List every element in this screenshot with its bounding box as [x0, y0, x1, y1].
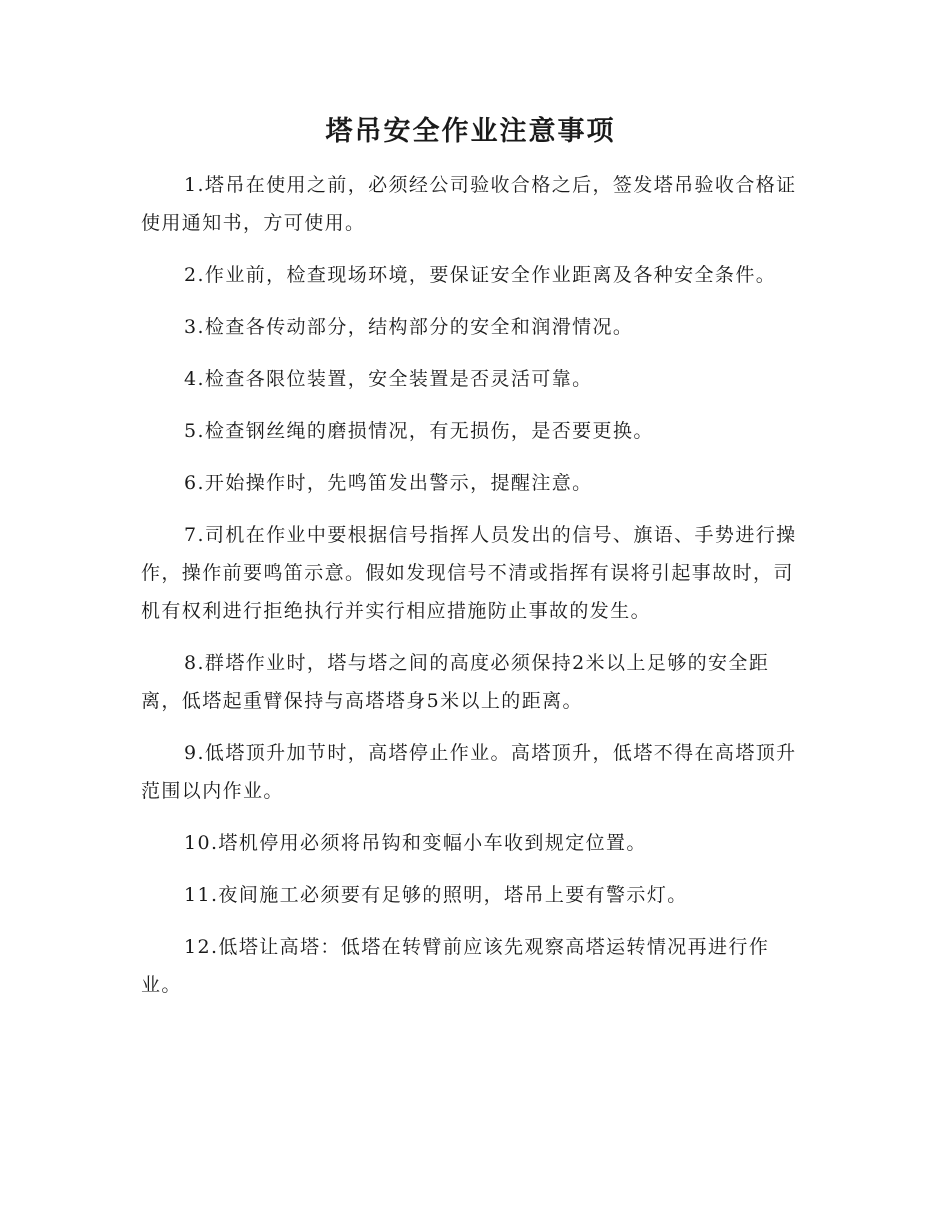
list-item: 8.群塔作业时，塔与塔之间的高度必须保持2米以上足够的安全距离，低塔起重臂保持与高塔塔身5米以上的距离。 [141, 652, 770, 712]
list-item: 1.塔吊在使用之前，必须经公司验收合格之后，签发塔吊验收合格证使用通知书，方可使用。 [141, 174, 797, 234]
list-item: 10.塔机停用必须将吊钩和变幅小车收到规定位置。 [184, 832, 647, 854]
list-item: 6.开始操作时，先鸣笛发出警示，提醒注意。 [184, 472, 593, 494]
list-item: 9.低塔顶升加节时，高塔停止作业。高塔顶升，低塔不得在高塔顶升范围以内作业。 [141, 742, 797, 802]
document-title: 塔吊安全作业注意事项 [325, 116, 616, 147]
list-item: 5.检查钢丝绳的磨损情况，有无损伤，是否要更换。 [184, 420, 654, 442]
list-item: 12.低塔让高塔：低塔在转臂前应该先观察高塔运转情况再进行作业。 [141, 936, 770, 996]
list-item: 11.夜间施工必须要有足够的照明，塔吊上要有警示灯。 [184, 884, 688, 906]
list-item: 7.司机在作业中要根据信号指挥人员发出的信号、旗语、手势进行操作，操作前要鸣笛示意。假如发现信号不清或指挥有误将引起事故时，司机有权利进行拒绝执行并实行相应措施防止事故的发生。 [141, 524, 797, 622]
list-item: 3.检查各传动部分，结构部分的安全和润滑情况。 [184, 316, 634, 338]
list-item: 4.检查各限位装置，安全装置是否灵活可靠。 [184, 368, 593, 390]
list-item: 2.作业前，检查现场环境，要保证安全作业距离及各种安全条件。 [184, 264, 777, 286]
